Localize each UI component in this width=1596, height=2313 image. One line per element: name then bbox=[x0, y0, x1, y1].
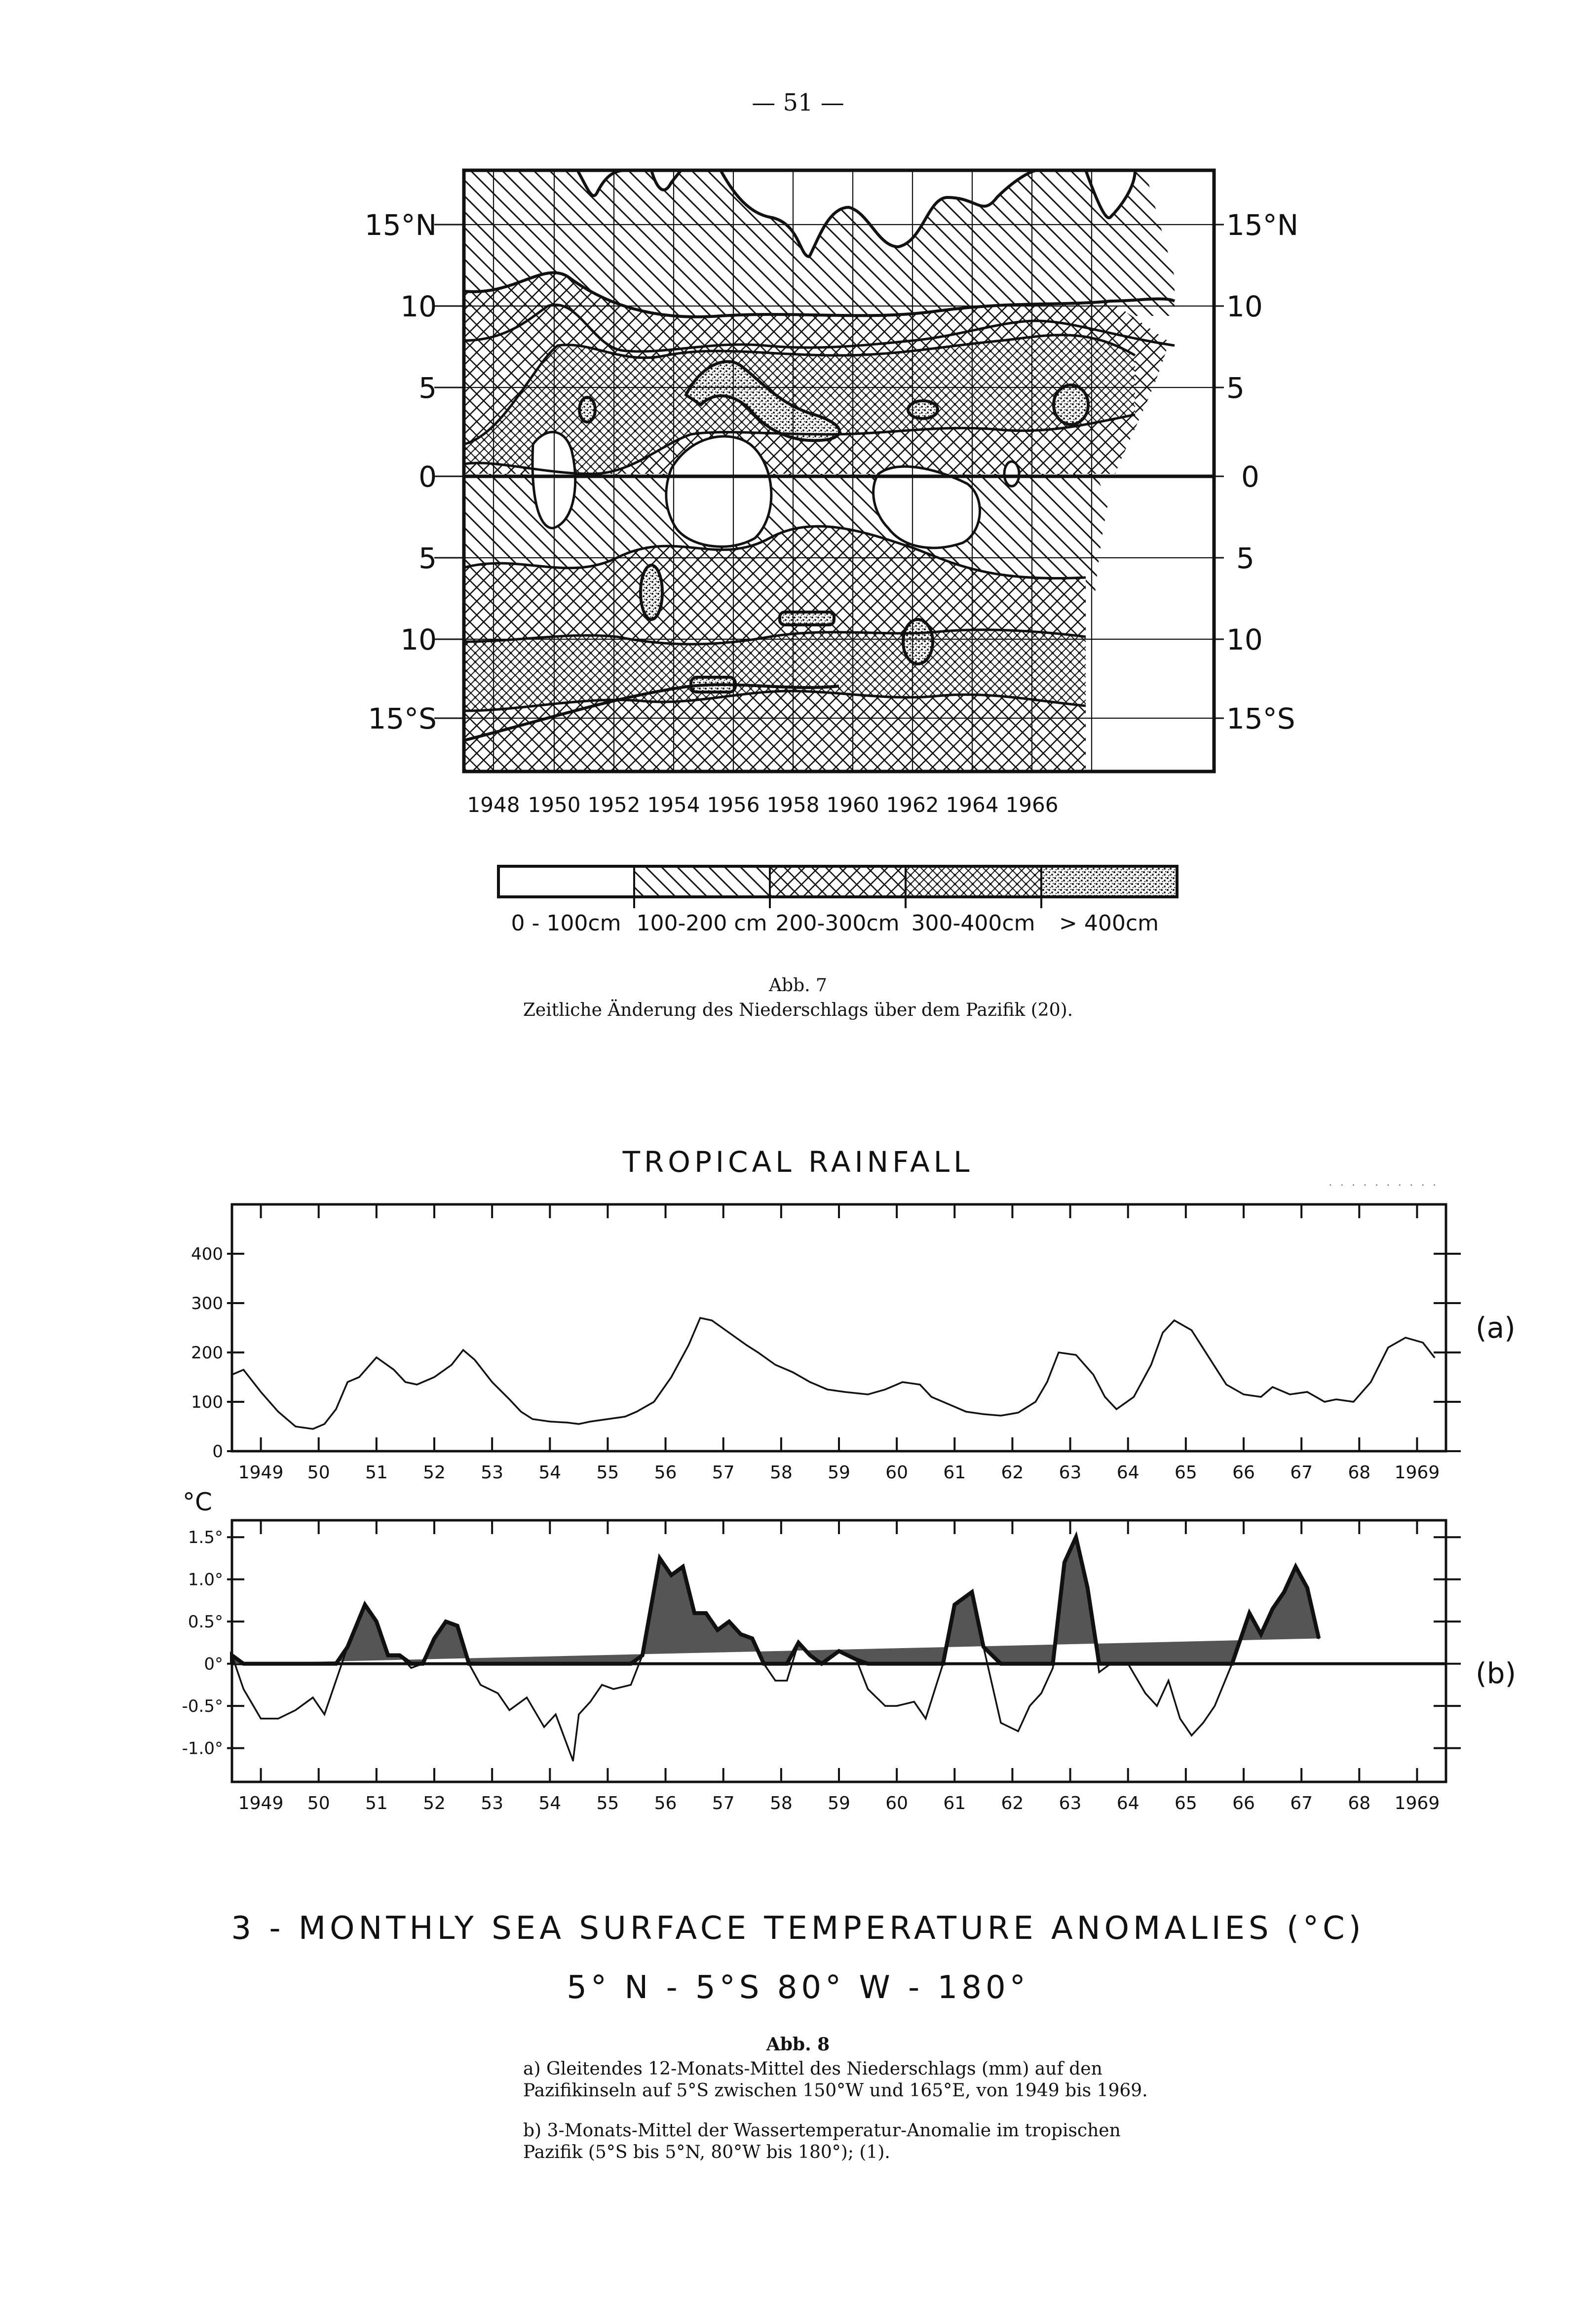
data-point bbox=[1087, 1587, 1088, 1588]
data-point bbox=[1295, 1566, 1296, 1568]
data-point bbox=[775, 1680, 776, 1681]
data-point bbox=[630, 1684, 632, 1686]
data-point bbox=[1046, 1382, 1048, 1383]
data-point bbox=[312, 1697, 314, 1698]
data-point bbox=[752, 1638, 753, 1639]
data-point bbox=[474, 1359, 476, 1361]
lat-label-left: 10 bbox=[400, 623, 437, 656]
x-tick-label: 52 bbox=[423, 1793, 446, 1813]
x-tick-label: 52 bbox=[423, 1463, 446, 1483]
data-point bbox=[659, 1557, 660, 1559]
data-point bbox=[624, 1416, 626, 1418]
data-point bbox=[1133, 1396, 1135, 1398]
x-tick-label: 57 bbox=[712, 1793, 735, 1813]
x-tick-label: 65 bbox=[1174, 1463, 1197, 1483]
data-point bbox=[1018, 1412, 1019, 1414]
x-tick-label: 59 bbox=[828, 1463, 850, 1483]
data-point bbox=[884, 1705, 886, 1707]
data-point bbox=[642, 1655, 643, 1656]
data-point bbox=[387, 1655, 389, 1656]
year-label: 1950 bbox=[528, 793, 581, 817]
data-point bbox=[1058, 1352, 1060, 1353]
x-tick-label: 64 bbox=[1116, 1463, 1140, 1483]
y-tick-label: -1.0° bbox=[182, 1738, 223, 1759]
data-point bbox=[243, 1369, 244, 1371]
data-point bbox=[1214, 1705, 1216, 1707]
sst-subtitle: 5° N - 5°S 80° W - 180° bbox=[567, 1969, 1029, 2006]
legend-bar bbox=[498, 866, 1177, 908]
data-point bbox=[376, 1621, 377, 1622]
data-point bbox=[653, 1401, 655, 1403]
data-point bbox=[1116, 1409, 1117, 1410]
year-label: 1952 bbox=[587, 793, 641, 817]
data-point bbox=[705, 1613, 707, 1614]
data-point bbox=[688, 1345, 689, 1346]
x-tick-label: 58 bbox=[769, 1463, 793, 1483]
data-point bbox=[711, 1320, 713, 1321]
data-point bbox=[763, 1663, 764, 1664]
data-point bbox=[1041, 1693, 1042, 1694]
year-label: 1948 bbox=[467, 793, 520, 817]
y-tick-label: 300 bbox=[191, 1294, 223, 1313]
data-point bbox=[1018, 1731, 1019, 1732]
data-point bbox=[324, 1424, 325, 1425]
x-tick-label: 54 bbox=[538, 1463, 562, 1483]
data-point bbox=[1399, 1185, 1401, 1186]
data-point bbox=[798, 1642, 799, 1643]
x-tick-label: 66 bbox=[1232, 1793, 1255, 1813]
lat-label-right: 5 bbox=[1226, 371, 1245, 405]
x-tick-label: 64 bbox=[1116, 1793, 1140, 1813]
data-point bbox=[312, 1428, 314, 1430]
x-tick-label: 66 bbox=[1232, 1463, 1255, 1483]
data-point bbox=[931, 1396, 932, 1398]
data-point bbox=[578, 1714, 579, 1715]
positive-anomaly-fill bbox=[232, 1537, 1319, 1663]
data-point bbox=[416, 1384, 418, 1386]
year-label: 1960 bbox=[826, 793, 879, 817]
data-point bbox=[867, 1394, 869, 1395]
x-tick-label: 62 bbox=[1001, 1463, 1024, 1483]
data-point bbox=[1208, 1357, 1210, 1358]
data-point bbox=[884, 1389, 886, 1390]
data-point bbox=[925, 1718, 926, 1719]
lat-label-right: 10 bbox=[1226, 623, 1263, 656]
x-tick-label: 1969 bbox=[1394, 1793, 1440, 1813]
data-point bbox=[1387, 1185, 1389, 1186]
data-point bbox=[809, 1382, 811, 1383]
year-label: 1962 bbox=[886, 793, 939, 817]
data-point bbox=[613, 1688, 614, 1690]
data-point bbox=[1289, 1394, 1291, 1395]
data-point bbox=[1064, 1562, 1065, 1563]
data-point bbox=[520, 1411, 522, 1413]
x-tick-label: 57 bbox=[712, 1463, 735, 1483]
data-point bbox=[902, 1382, 903, 1383]
y-tick-label: 1.0° bbox=[188, 1570, 223, 1590]
year-label: 1964 bbox=[946, 793, 999, 817]
x-tick-label: 1949 bbox=[238, 1463, 284, 1483]
panel-a-label: (a) bbox=[1476, 1311, 1516, 1345]
y-tick-label: 400 bbox=[191, 1244, 223, 1264]
data-point bbox=[867, 1688, 869, 1690]
data-point bbox=[1318, 1638, 1320, 1639]
data-point bbox=[1000, 1415, 1002, 1417]
year-label: 1958 bbox=[766, 793, 820, 817]
legend-label: > 400cm bbox=[1059, 911, 1159, 936]
data-point bbox=[1324, 1401, 1326, 1403]
data-point bbox=[243, 1688, 244, 1690]
y-tick-label: 0.5° bbox=[188, 1612, 223, 1632]
x-tick-label: 56 bbox=[654, 1463, 677, 1483]
lat-label-left: 5 bbox=[418, 371, 437, 405]
data-point bbox=[1353, 1185, 1354, 1186]
legend-label: 0 - 100cm bbox=[511, 911, 621, 936]
data-point bbox=[295, 1426, 296, 1427]
data-point bbox=[393, 1369, 395, 1371]
figure7-caption-text: Zeitliche Änderung des Niederschlags über dem Pazifik (20). bbox=[523, 1000, 1073, 1020]
data-point bbox=[1434, 1357, 1435, 1358]
x-tick-label: 65 bbox=[1174, 1793, 1197, 1813]
data-point bbox=[775, 1364, 776, 1366]
data-point bbox=[954, 1604, 955, 1605]
x-tick-label: 50 bbox=[307, 1793, 330, 1813]
data-point bbox=[1052, 1667, 1054, 1669]
data-point bbox=[1179, 1718, 1181, 1719]
data-point bbox=[277, 1411, 279, 1413]
data-point bbox=[896, 1705, 898, 1707]
data-point bbox=[636, 1411, 638, 1413]
data-point bbox=[1353, 1401, 1354, 1403]
data-point bbox=[434, 1638, 435, 1639]
data-point bbox=[509, 1399, 510, 1400]
data-point bbox=[509, 1709, 510, 1711]
data-point bbox=[1127, 1663, 1129, 1664]
lat-label-left: 5 bbox=[418, 541, 437, 575]
data-point bbox=[601, 1684, 603, 1686]
figure8-charts bbox=[0, 1185, 1596, 1876]
figure7-map bbox=[0, 0, 1596, 987]
figure8-caption-b: b) 3-Monats-Mittel der Wassertemperatur-Anomalie im tropischen Pazifik (5°S bis 5°N, 80°W bis 180°); (1). bbox=[523, 2120, 1121, 2162]
figure7-caption-title: Abb. 7 bbox=[769, 975, 827, 996]
lat-label-right: 0 bbox=[1241, 460, 1259, 494]
data-point bbox=[671, 1377, 672, 1378]
data-point bbox=[607, 1419, 608, 1420]
data-point bbox=[1231, 1663, 1233, 1664]
data-point bbox=[497, 1693, 498, 1694]
lat-label-right: 10 bbox=[1226, 290, 1263, 323]
data-point bbox=[1110, 1663, 1111, 1664]
data-point bbox=[1156, 1705, 1158, 1707]
data-point bbox=[1365, 1185, 1366, 1186]
data-point bbox=[1075, 1537, 1077, 1538]
legend-label: 100-200 cm bbox=[636, 911, 767, 936]
data-point bbox=[717, 1629, 719, 1631]
x-tick-label: 51 bbox=[365, 1463, 388, 1483]
data-point bbox=[694, 1613, 695, 1614]
data-point bbox=[948, 1404, 950, 1405]
year-label: 1954 bbox=[647, 793, 700, 817]
x-tick-label: 63 bbox=[1059, 1463, 1082, 1483]
data-point bbox=[405, 1382, 406, 1383]
data-point bbox=[699, 1317, 701, 1319]
lat-label-left: 15°S bbox=[368, 702, 437, 735]
data-point bbox=[1243, 1394, 1245, 1395]
data-point bbox=[1272, 1608, 1273, 1610]
data-point bbox=[335, 1409, 337, 1410]
lat-label-right: 5 bbox=[1236, 541, 1254, 575]
data-point bbox=[590, 1421, 591, 1423]
x-tick-label: 51 bbox=[365, 1793, 388, 1813]
data-point bbox=[468, 1663, 470, 1664]
x-tick-label: 53 bbox=[481, 1793, 504, 1813]
x-tick-label: 1949 bbox=[238, 1793, 284, 1813]
data-point bbox=[411, 1667, 412, 1669]
data-point bbox=[456, 1625, 458, 1626]
y-tick-label: 0 bbox=[212, 1442, 223, 1462]
data-point bbox=[1035, 1401, 1036, 1403]
data-point bbox=[567, 1422, 568, 1424]
data-point bbox=[1260, 1396, 1262, 1398]
data-point bbox=[1104, 1396, 1105, 1398]
x-tick-label: 56 bbox=[654, 1793, 677, 1813]
data-point bbox=[1191, 1735, 1192, 1736]
data-point bbox=[983, 1414, 984, 1415]
x-tick-label: 50 bbox=[307, 1463, 330, 1483]
data-point bbox=[324, 1714, 325, 1715]
data-point bbox=[451, 1364, 453, 1366]
figure8-caption-title: Abb. 8 bbox=[766, 2034, 830, 2055]
data-point bbox=[1260, 1633, 1262, 1635]
data-point bbox=[1099, 1671, 1100, 1673]
data-point bbox=[792, 1372, 794, 1373]
data-point bbox=[347, 1646, 348, 1648]
data-point bbox=[231, 1655, 233, 1656]
data-point bbox=[844, 1391, 845, 1393]
data-point bbox=[480, 1684, 481, 1686]
data-point bbox=[1341, 1185, 1343, 1186]
data-point bbox=[1029, 1705, 1030, 1707]
data-point bbox=[965, 1411, 967, 1413]
data-point bbox=[422, 1663, 423, 1664]
page-number: — 51 — bbox=[752, 89, 844, 116]
legend-label: 300-400cm bbox=[911, 911, 1035, 936]
data-point bbox=[549, 1421, 551, 1423]
lat-label-right: 15°S bbox=[1226, 702, 1295, 735]
data-point bbox=[728, 1332, 730, 1334]
x-tick-label: 60 bbox=[885, 1463, 909, 1483]
data-point bbox=[492, 1382, 493, 1383]
data-point bbox=[1000, 1722, 1002, 1724]
data-point bbox=[1150, 1364, 1152, 1366]
data-point bbox=[295, 1709, 296, 1711]
data-point bbox=[532, 1419, 533, 1420]
data-point bbox=[277, 1718, 279, 1719]
y-tick-label: 200 bbox=[191, 1343, 223, 1363]
data-point bbox=[942, 1663, 944, 1664]
data-point bbox=[1422, 1185, 1424, 1186]
data-point bbox=[1191, 1330, 1192, 1331]
data-point bbox=[260, 1718, 262, 1719]
y-tick-label: 1.5° bbox=[188, 1528, 223, 1548]
year-label: 1956 bbox=[707, 793, 760, 817]
lat-label-left: 15°N bbox=[364, 208, 437, 242]
data-point bbox=[347, 1382, 348, 1383]
data-point bbox=[1306, 1587, 1308, 1588]
data-point bbox=[682, 1566, 684, 1568]
data-point bbox=[445, 1621, 447, 1622]
x-tick-label: 68 bbox=[1348, 1793, 1371, 1813]
data-point bbox=[1376, 1185, 1377, 1186]
data-point bbox=[838, 1651, 840, 1652]
panel-b-label: (b) bbox=[1476, 1657, 1517, 1690]
data-point bbox=[1174, 1320, 1175, 1321]
x-tick-label: 62 bbox=[1001, 1793, 1024, 1813]
data-point bbox=[1387, 1347, 1389, 1349]
data-point bbox=[260, 1391, 262, 1393]
x-tick-label: 54 bbox=[538, 1793, 562, 1813]
x-tick-label: 55 bbox=[596, 1793, 619, 1813]
data-point bbox=[821, 1663, 822, 1664]
data-point bbox=[376, 1357, 377, 1358]
data-point bbox=[746, 1345, 747, 1346]
data-point bbox=[364, 1604, 366, 1605]
data-point bbox=[1434, 1185, 1435, 1186]
x-tick-label: 55 bbox=[596, 1463, 619, 1483]
data-point bbox=[543, 1726, 545, 1728]
lat-label-right: 15°N bbox=[1226, 208, 1299, 242]
data-point bbox=[1370, 1382, 1371, 1383]
data-point bbox=[578, 1424, 579, 1425]
y-tick-label: 0° bbox=[204, 1654, 223, 1674]
data-point bbox=[1249, 1613, 1250, 1614]
data-point bbox=[786, 1680, 788, 1681]
data-point bbox=[1284, 1591, 1285, 1593]
year-label: 1966 bbox=[1005, 793, 1059, 817]
data-point bbox=[919, 1384, 921, 1386]
data-point bbox=[913, 1701, 915, 1702]
data-point bbox=[728, 1621, 730, 1622]
data-point bbox=[758, 1352, 759, 1353]
x-tick-label: 59 bbox=[828, 1793, 850, 1813]
data-point bbox=[358, 1377, 360, 1378]
x-tick-label: 60 bbox=[885, 1793, 909, 1813]
data-point bbox=[1306, 1391, 1308, 1393]
data-point bbox=[1225, 1384, 1227, 1386]
data-point bbox=[1203, 1722, 1204, 1724]
data-point bbox=[1075, 1354, 1077, 1356]
data-point bbox=[1410, 1185, 1412, 1186]
data-point bbox=[434, 1377, 435, 1378]
x-tick-label: 53 bbox=[481, 1463, 504, 1483]
x-tick-label: 63 bbox=[1059, 1793, 1082, 1813]
data-point bbox=[1335, 1399, 1337, 1400]
data-point bbox=[399, 1655, 400, 1656]
data-point bbox=[827, 1389, 828, 1390]
x-tick-label: 61 bbox=[943, 1793, 966, 1813]
data-point bbox=[335, 1680, 337, 1681]
data-point bbox=[983, 1646, 984, 1648]
data-point bbox=[1093, 1374, 1094, 1376]
figure8-caption-a: a) Gleitendes 12-Monats-Mittel des Niederschlags (mm) auf den Pazifikinseln auf 5°S zwischen 150°W und 165°E, von 1949 bis 1969. bbox=[523, 2059, 1148, 2101]
data-point bbox=[671, 1575, 672, 1576]
data-point bbox=[1162, 1332, 1164, 1334]
data-point bbox=[809, 1655, 811, 1656]
rainfall-title: TROPICAL RAINFALL bbox=[622, 1145, 974, 1179]
celsius-unit: °C bbox=[183, 1488, 212, 1516]
data-point bbox=[971, 1591, 973, 1593]
rainfall-line bbox=[232, 1318, 1435, 1429]
data-point bbox=[1272, 1387, 1273, 1388]
lat-label-left: 10 bbox=[400, 290, 437, 323]
data-point bbox=[1405, 1337, 1406, 1339]
x-tick-label: 58 bbox=[769, 1793, 793, 1813]
lat-label-left: 0 bbox=[418, 460, 437, 494]
data-point bbox=[1330, 1185, 1331, 1186]
data-point bbox=[572, 1760, 574, 1762]
x-tick-label: 1969 bbox=[1394, 1463, 1440, 1483]
y-tick-label: -0.5° bbox=[182, 1696, 223, 1717]
data-point bbox=[1422, 1342, 1424, 1344]
data-point bbox=[1144, 1693, 1146, 1694]
data-point bbox=[555, 1714, 557, 1715]
data-point bbox=[462, 1349, 464, 1351]
x-tick-label: 61 bbox=[943, 1463, 966, 1483]
y-tick-label: 100 bbox=[191, 1392, 223, 1412]
legend-label: 200-300cm bbox=[775, 911, 900, 936]
x-tick-label: 68 bbox=[1348, 1463, 1371, 1483]
data-point bbox=[590, 1701, 591, 1702]
sst-title: 3 - MONTHLY SEA SURFACE TEMPERATURE ANOMALIES (°C) bbox=[231, 1910, 1365, 1947]
data-point bbox=[526, 1697, 528, 1698]
x-tick-label: 67 bbox=[1290, 1793, 1313, 1813]
data-point bbox=[1168, 1680, 1169, 1681]
data-point bbox=[856, 1659, 857, 1660]
data-point bbox=[740, 1633, 741, 1635]
x-tick-label: 67 bbox=[1290, 1463, 1313, 1483]
data-point bbox=[231, 1374, 233, 1376]
